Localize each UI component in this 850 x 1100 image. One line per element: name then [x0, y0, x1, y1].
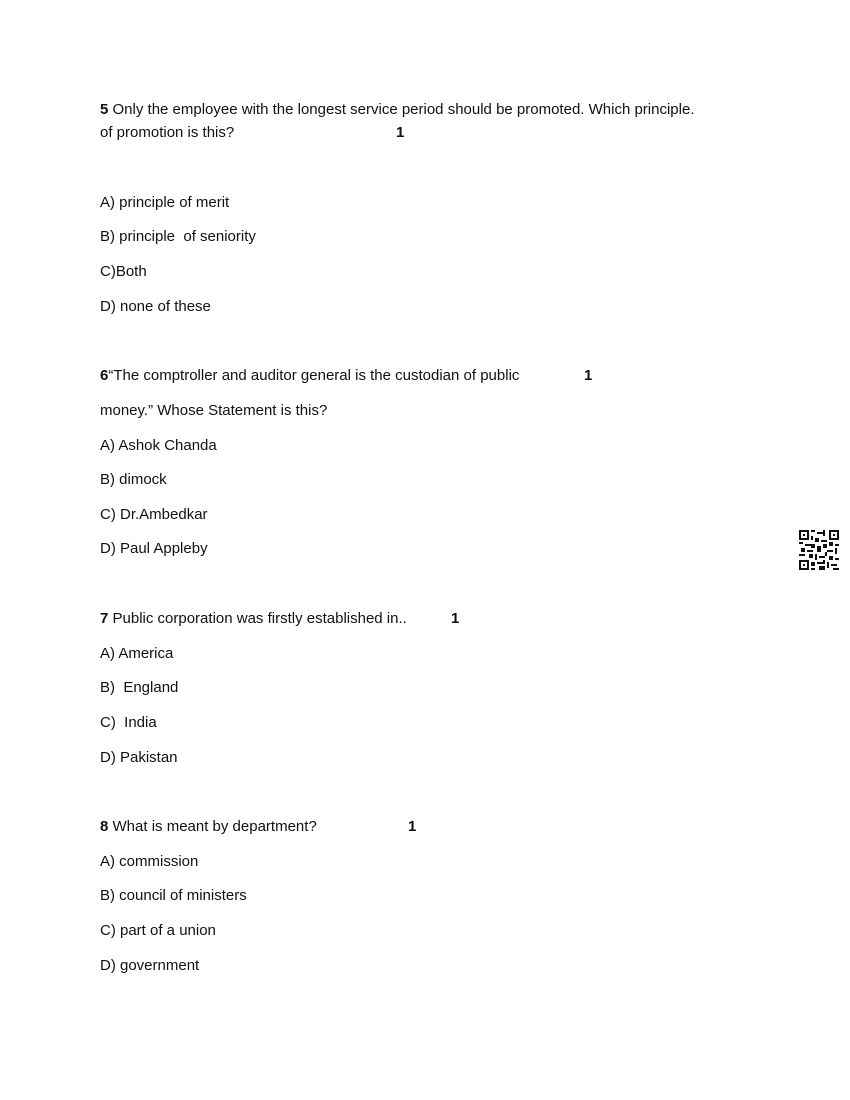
question-8-option-a: A) commission [100, 853, 199, 870]
question-6-option-b: B) dimock [100, 471, 167, 488]
question-8-marks: 1 [408, 818, 417, 835]
question-8-option-d: D) government [100, 957, 200, 974]
question-6-line-1 [100, 366, 519, 386]
question-6-option-d: D) Paul Appleby [100, 540, 208, 557]
question-7-number: 7 [100, 610, 109, 627]
question-5-number: 5 [100, 101, 109, 118]
question-6-number: 6 [100, 367, 109, 384]
question-7-option-a: A) America [100, 645, 174, 662]
question-6-option-c: C) Dr.Ambedkar [100, 506, 208, 523]
question-8-option-c: C) part of a union [100, 922, 216, 939]
question-5-line-1 [100, 100, 695, 120]
question-7-marks: 1 [451, 610, 460, 627]
question-5-text: Only the employee with the longest service period should be promoted. Which principle. [112, 101, 695, 118]
question-5-option-a: A) principle of merit [100, 194, 230, 211]
question-8-number: 8 [100, 818, 109, 835]
question-6-option-a: A) Ashok Chanda [100, 437, 217, 454]
question-5-option-b: B) principle of seniority [100, 228, 256, 245]
question-7-option-b: B) England [100, 679, 179, 696]
question-6-text: “The comptroller and auditor general is the custodian of public [108, 367, 520, 384]
question-5-option-d: D) none of these [100, 298, 211, 315]
question-5-option-c: C)Both [100, 263, 147, 280]
question-5-text-cont: of promotion is this? [100, 124, 235, 141]
question-7-line-1 [100, 609, 407, 629]
question-8-line-1 [100, 817, 317, 837]
question-7-text: Public corporation was firstly established in.. [112, 610, 407, 627]
question-6-marks: 1 [584, 367, 593, 384]
question-8-text: What is meant by department? [112, 818, 317, 835]
question-6-text-cont: money.” Whose Statement is this? [100, 402, 328, 419]
question-7-option-c: C) India [100, 714, 157, 731]
qr-code-icon [799, 530, 839, 570]
question-8-option-b: B) council of ministers [100, 887, 247, 904]
question-7-option-d: D) Pakistan [100, 749, 178, 766]
question-5-marks: 1 [396, 124, 405, 141]
